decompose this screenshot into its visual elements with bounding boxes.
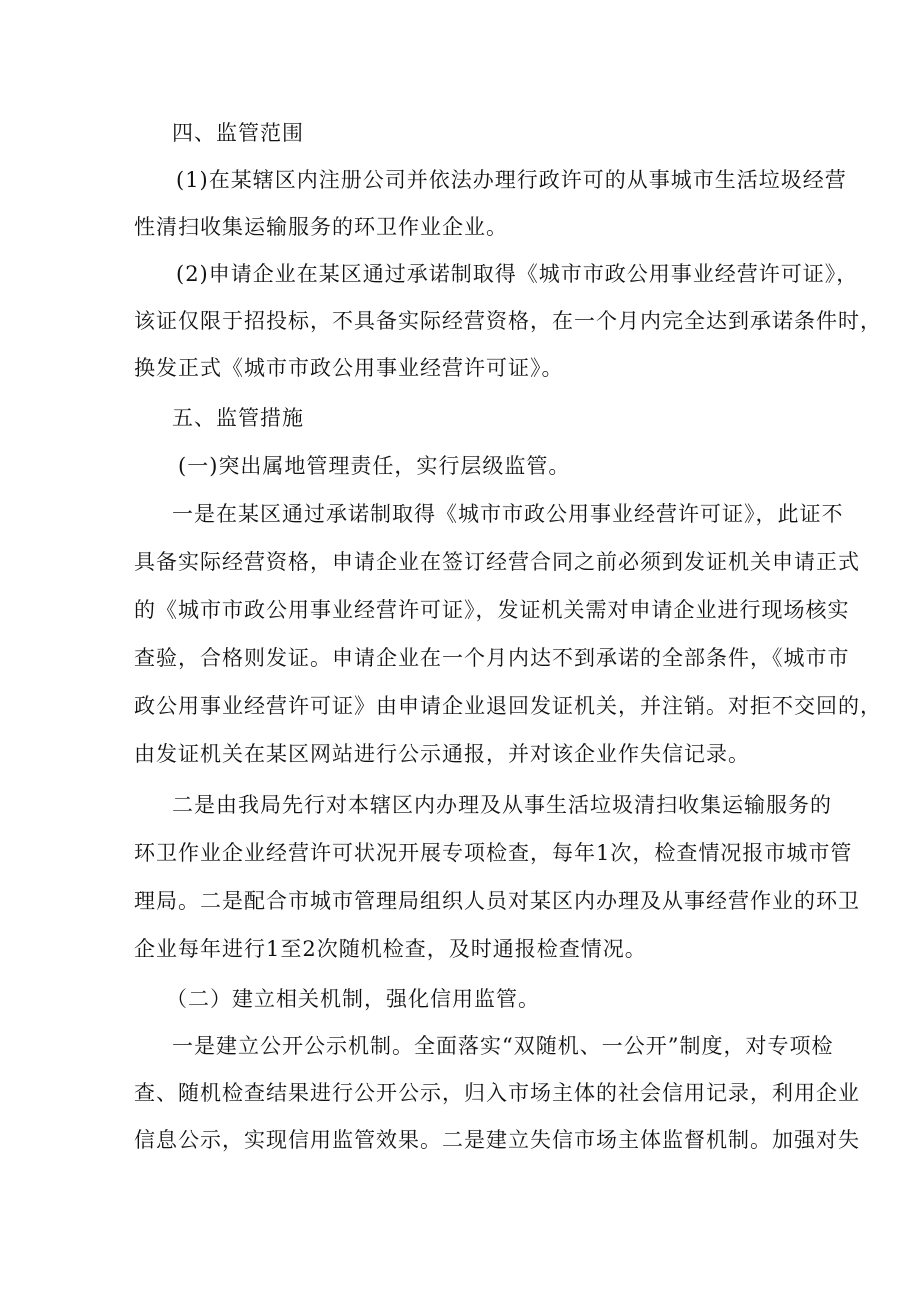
paragraph-line: 环卫作业企业经营许可状况开展专项检查，每年1次，检查情况报市城市管 (134, 841, 853, 865)
heading-supervision-scope: 四、监管范围 (172, 121, 304, 145)
paragraph-line: (2)申请企业在某区通过承诺制取得《城市市政公用事业经营许可证》， (176, 262, 859, 286)
paragraph-line: 的《城市市政公用事业经营许可证》，发证机关需对申请企业进行现场核实 (134, 598, 850, 622)
subheading-2: （二）建立相关机制，强化信用监管。 (166, 987, 540, 1011)
paragraph-line: 理局。二是配合市城市管理局组织人员对某区内办理及从事经营作业的环卫 (134, 889, 860, 913)
paragraph-line: 该证仅限于招投标，不具备实际经营资格，在一个月内完全达到承诺条件时， (134, 309, 882, 333)
paragraph-line: 政公用事业经营许可证》由申请企业退回发证机关，并注销。对拒不交回的， (134, 694, 882, 718)
paragraph-line: 一是在某区通过承诺制取得《城市市政公用事业经营许可证》，此证不 (172, 502, 844, 526)
paragraph-line: 换发正式《城市市政公用事业经营许可证》。 (134, 356, 564, 380)
subheading-1: (一)突出属地管理责任，实行层级监管。 (178, 454, 571, 478)
heading-supervision-measures: 五、监管措施 (172, 406, 304, 430)
paragraph-line: 信息公示，实现信用监管效果。二是建立失信市场主体监督机制。加强对失 (134, 1128, 860, 1152)
paragraph-line: 查验，合格则发证。申请企业在一个月内达不到承诺的全部条件，《城市市 (134, 646, 850, 670)
paragraph-line: 企业每年进行1至2次随机检查，及时通报检查情况。 (134, 937, 647, 961)
paragraph-line: (1)在某辖区内注册公司并依法办理行政许可的从事城市生活垃圾经营 (176, 168, 847, 192)
paragraph-line: 性清扫收集运输服务的环卫作业企业。 (134, 215, 508, 239)
paragraph-line: 一是建立公开公示机制。全面落实“双随机、一公开”制度，对专项检 (172, 1034, 834, 1058)
paragraph-line: 查、随机检查结果进行公开公示，归入市场主体的社会信用记录，利用企业 (134, 1081, 860, 1105)
paragraph-line: 二是由我局先行对本辖区内办理及从事生活垃圾清扫收集运输服务的 (172, 793, 832, 817)
paragraph-line: 具备实际经营资格，申请企业在签订经营合同之前必须到发证机关申请正式 (134, 550, 860, 574)
paragraph-line: 由发证机关在某区网站进行公示通报，并对该企业作失信记录。 (134, 742, 750, 766)
